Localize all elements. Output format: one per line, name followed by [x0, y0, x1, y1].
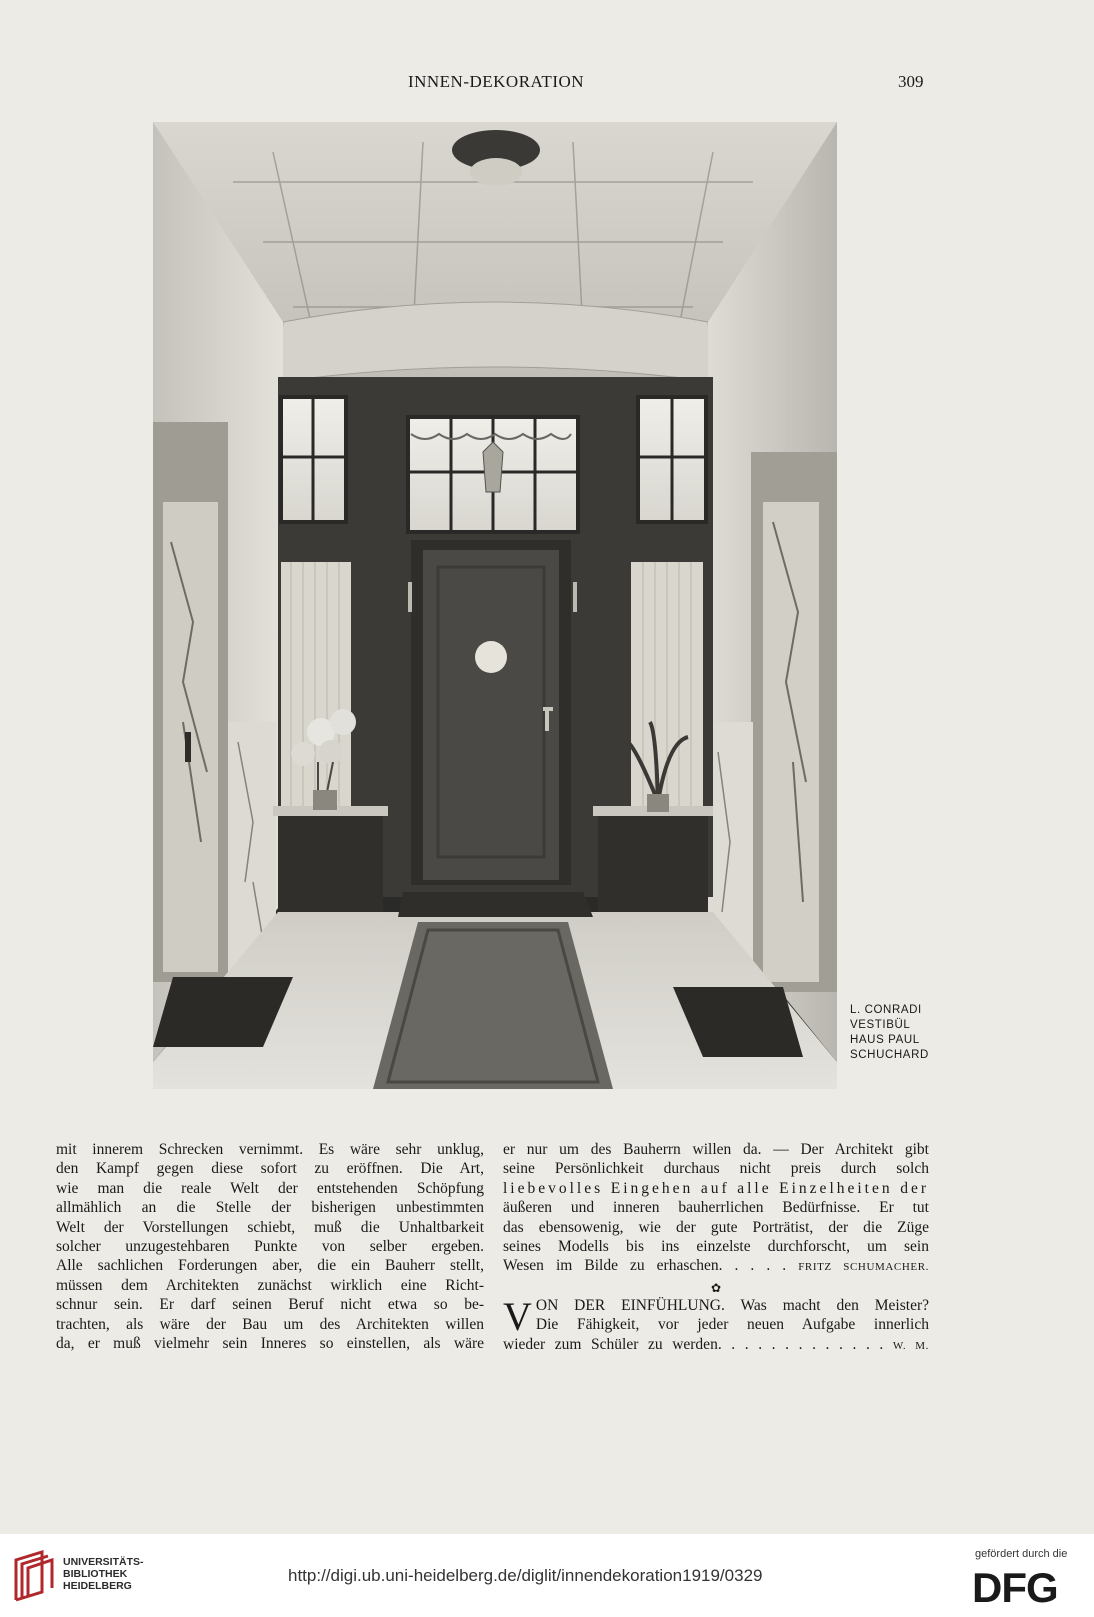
running-title: INNEN-DEKORATION — [407, 72, 585, 91]
transom-windows — [281, 397, 706, 532]
doormat — [398, 892, 593, 917]
text-line: äußeren und inneren bauherrlichen Bedürfnisse. Er tut — [503, 1199, 929, 1217]
door-porthole — [475, 641, 507, 673]
text-line: den Kampf gegen diese sofort zu eröffnen. Die Art, — [56, 1160, 484, 1178]
initials-signature: W. M. — [892, 1339, 930, 1352]
front-door — [423, 550, 559, 880]
caption-line: HAUS PAUL — [850, 1034, 920, 1046]
section-einfuehlung — [503, 1293, 930, 1356]
text-line: mit innerem Schrecken vernimmt. Es wäre sehr unklug, — [56, 1141, 484, 1158]
library-line: HEIDELBERG — [63, 1580, 132, 1592]
page-number: 309 — [898, 72, 924, 91]
text-line-with-author — [503, 1256, 929, 1277]
text-line-with-signature — [503, 1335, 929, 1356]
text-line: wieder zum Schüler zu werden. . . . . . . . . . . . . — [503, 1335, 884, 1353]
text-line: seines Modells bis ins einzelste durchforscht, um sein — [503, 1238, 929, 1256]
figure-caption — [850, 1003, 960, 1063]
library-line: BIBLIOTHEK — [63, 1568, 128, 1580]
caption-line: L. CONRADI — [850, 1004, 922, 1016]
text-line: da, er muß vielmehr sein Inneres so einstellen, als wäre — [56, 1335, 484, 1353]
text-line: das ebensowenig, wie der gute Porträtist, der die Züge — [503, 1218, 929, 1236]
text-line: trachten, als wäre der Bau um des Architekten willen — [56, 1315, 484, 1333]
author-signature: FRITZ SCHUMACHER. — [798, 1261, 930, 1274]
text-line: Wesen im Bilde zu erhaschen. . . . . — [503, 1257, 787, 1275]
dfg-logo: DFG — [972, 1564, 1058, 1611]
section-heading-line: ON DER EINFÜHLUNG. Was macht den Meister? — [535, 1296, 929, 1314]
vestibule-photograph — [153, 122, 837, 1089]
text-line: Welt der Vorstellungen schiebt, muß die Unhaltbarkeit — [56, 1218, 484, 1236]
text-column-left — [56, 1140, 484, 1353]
university-library-name — [63, 1556, 144, 1592]
university-library-logo-icon — [12, 1548, 56, 1609]
caption-line: SCHUCHARD — [850, 1049, 929, 1061]
text-line: seine Persönlichkeit durchaus nicht preis durch solch — [503, 1160, 929, 1178]
text-column-right — [503, 1140, 929, 1356]
permalink-url[interactable]: http://digi.ub.uni-heidelberg.de/diglit/innendekoration1919/0329 — [288, 1566, 763, 1585]
text-line: schnur sein. Er darf seinen Beruf nicht etwa so be- — [56, 1296, 484, 1314]
text-line: allmählich an die Stelle der bisherigen unbestimmten — [56, 1199, 484, 1217]
text-line: wie man die reale Welt der entstehenden Schöpfung — [56, 1179, 484, 1197]
sponsor-note: gefördert durch die — [975, 1548, 1068, 1560]
text-line: Alle sachlichen Forderungen aber, die ein Bauherr stellt, — [56, 1257, 484, 1275]
text-line: Die Fähigkeit, vor jeder neuen Aufgabe innerlich — [535, 1316, 929, 1334]
caption-line: VESTIBÜL — [850, 1019, 911, 1031]
drop-cap: V — [503, 1293, 532, 1339]
text-line: solcher unzugestehbaren Punkte von selber ergeben. — [56, 1238, 484, 1256]
text-line: er nur um des Bauherrn willen da. — Der Architekt gibt — [503, 1141, 929, 1158]
digitization-footer — [0, 1534, 1094, 1617]
text-line: müssen dem Architekten zunächst wirklich eine Richt- — [56, 1276, 484, 1294]
library-line: UNIVERSITÄTS- — [63, 1556, 144, 1568]
text-line-spaced: liebevolles Eingehen auf alle Einzelheiten der — [503, 1179, 929, 1197]
fleuron-ornament: ✿ — [710, 1280, 722, 1295]
